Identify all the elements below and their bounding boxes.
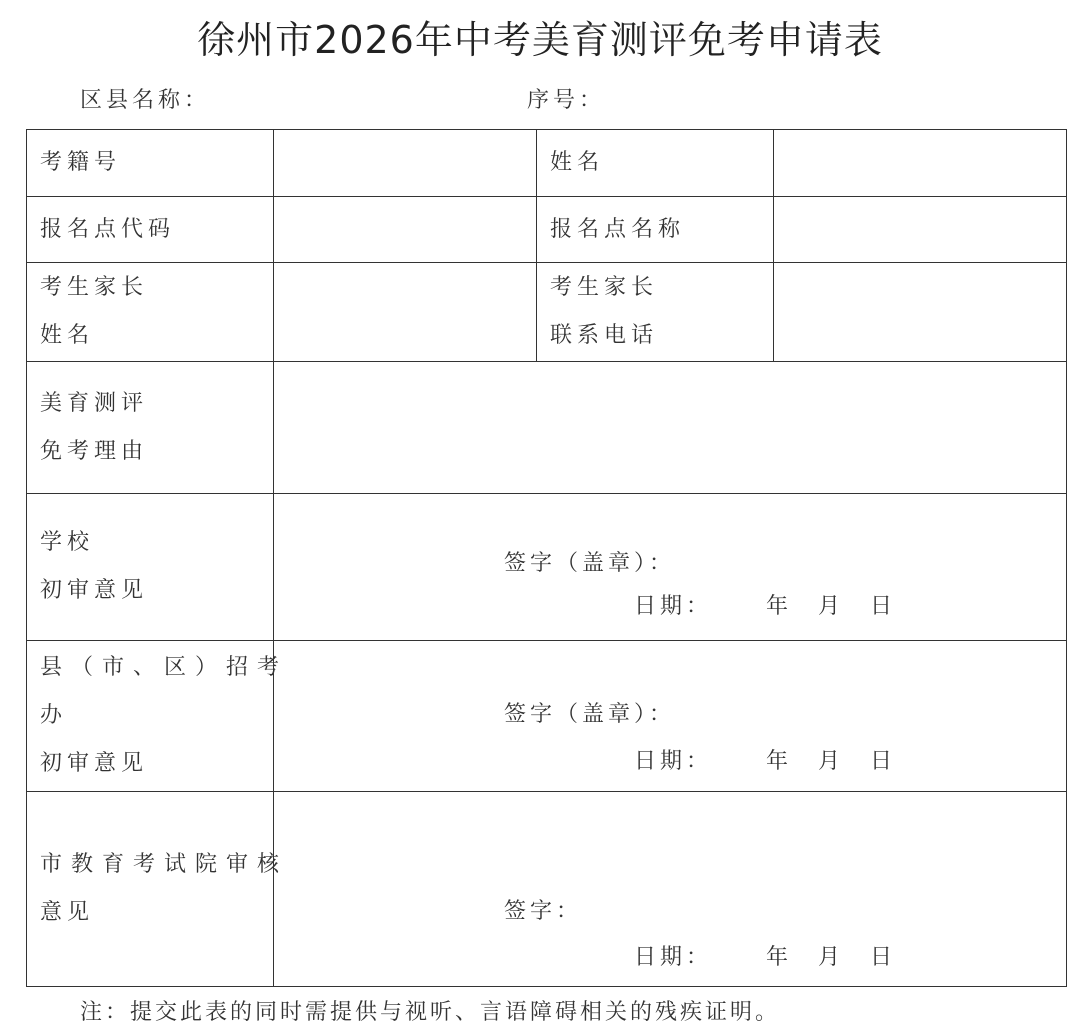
application-form-table	[26, 129, 1067, 987]
table-row	[27, 263, 1067, 362]
exam-id-field[interactable]	[274, 130, 537, 197]
site-name-field[interactable]	[774, 197, 1067, 263]
exam-id-label: 考籍号	[27, 130, 274, 197]
name-label: 姓名	[537, 130, 774, 197]
school-review-field[interactable]	[274, 494, 1067, 641]
name-field[interactable]	[774, 130, 1067, 197]
serial-number-label: 序号：	[527, 88, 606, 113]
parent-name-field[interactable]	[274, 263, 537, 362]
signature-label: 签字：	[504, 899, 583, 924]
site-code-field[interactable]	[274, 197, 537, 263]
footnote: 注：提交此表的同时需提供与视听、言语障碍相关的残疾证明。	[80, 1000, 781, 1025]
table-row	[27, 197, 1067, 263]
signature-seal-label: 签字（盖章）：	[504, 551, 676, 576]
site-name-label: 报名点名称	[537, 197, 774, 263]
school-review-label: 学校 初审意见	[27, 494, 274, 641]
district-name-label: 区县名称：	[80, 88, 211, 113]
table-row	[27, 494, 1067, 641]
signature-seal-label: 签字（盖章）：	[504, 702, 676, 727]
county-review-label: 县（市、区）招考 办 初审意见	[27, 641, 274, 792]
date-line: 日期： 年 月 日	[634, 594, 897, 619]
exemption-reason-label: 美育测评 免考理由	[27, 362, 274, 494]
table-row	[27, 641, 1067, 792]
date-line: 日期： 年 月 日	[634, 945, 897, 970]
parent-phone-field[interactable]	[774, 263, 1067, 362]
table-row	[27, 130, 1067, 197]
city-review-label: 市教育考试院审核 意见	[27, 792, 274, 987]
form-title: 徐州市2026年中考美育测评免考申请表	[197, 18, 883, 62]
county-review-field[interactable]	[274, 641, 1067, 792]
city-review-field[interactable]	[274, 792, 1067, 987]
parent-name-label: 考生家长 姓名	[27, 263, 274, 362]
site-code-label: 报名点代码	[27, 197, 274, 263]
exemption-reason-field[interactable]	[274, 362, 1067, 494]
date-line: 日期： 年 月 日	[634, 749, 897, 774]
parent-phone-label: 考生家长 联系电话	[537, 263, 774, 362]
table-row	[27, 792, 1067, 987]
table-row	[27, 362, 1067, 494]
